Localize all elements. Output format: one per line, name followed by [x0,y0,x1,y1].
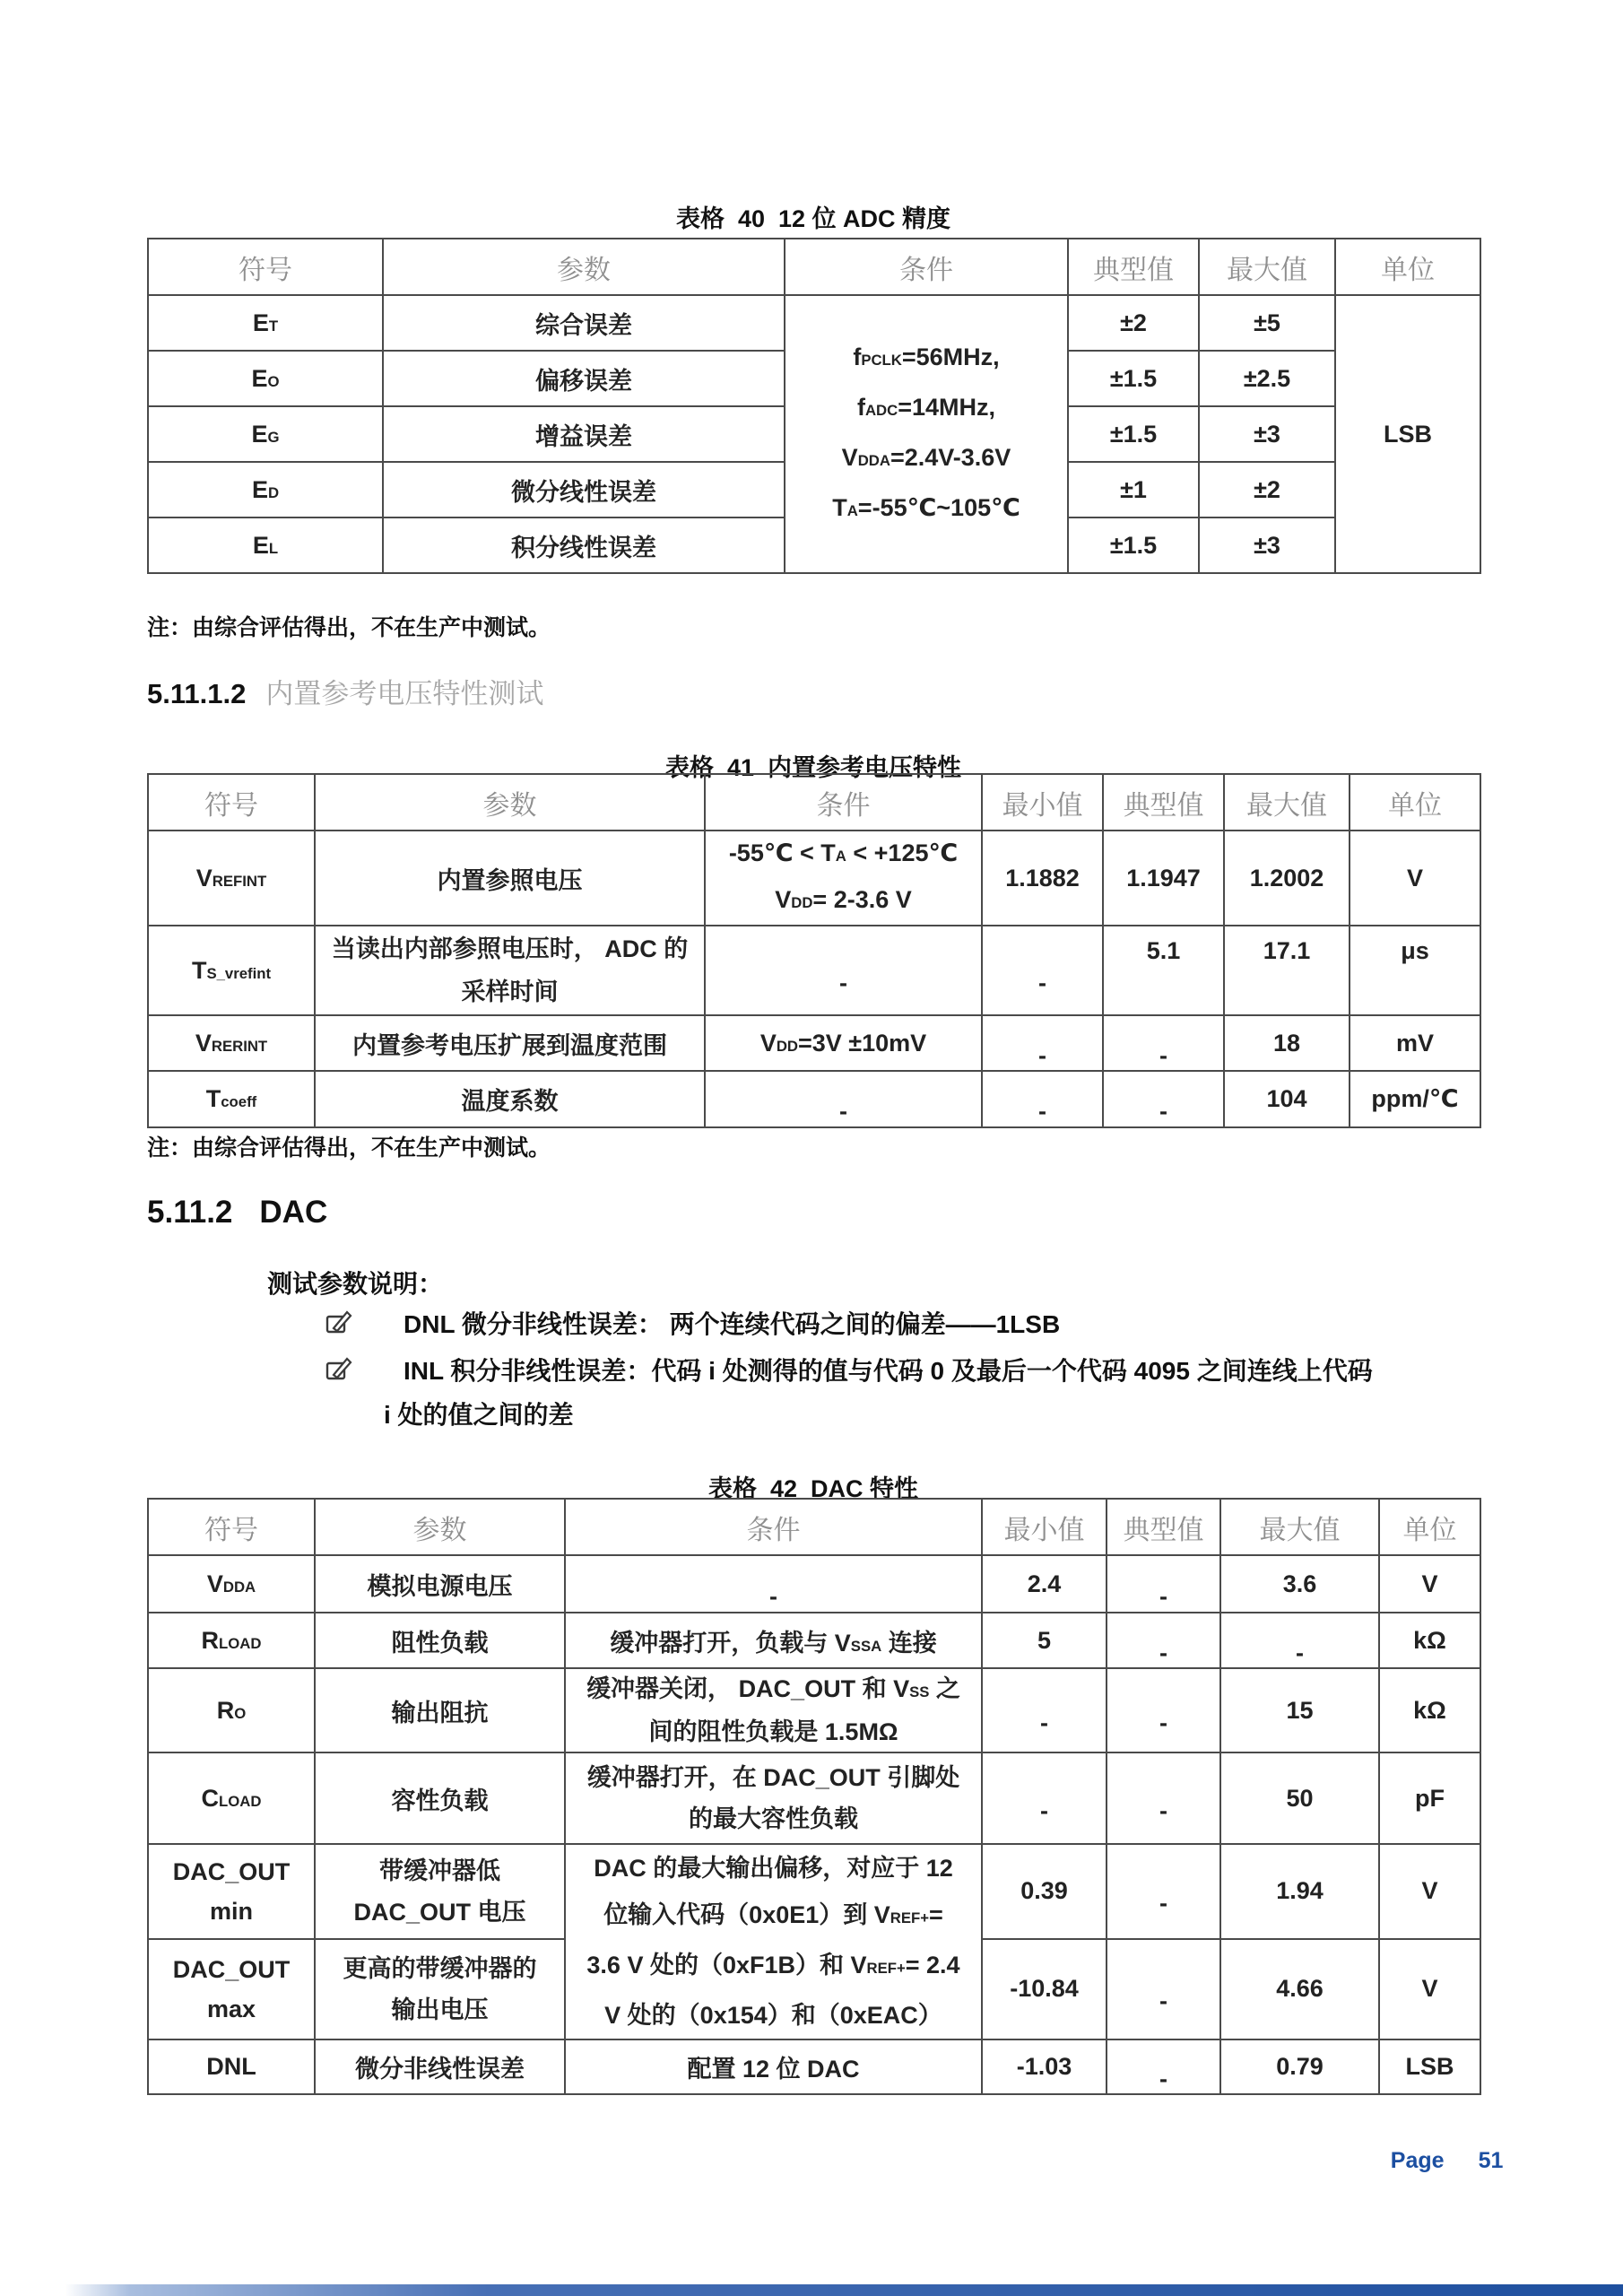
typical-cell: ±1.5 [1068,351,1199,406]
max-cell: ±3 [1199,406,1335,462]
min-cell: -1.03 [982,2039,1107,2094]
max-cell: 18 [1224,1015,1350,1071]
table-row [148,926,1480,1015]
typical-cell: - [1103,1015,1224,1071]
symbol-cell: Tcoeff [148,1071,315,1127]
condition-cell: - [565,1555,982,1613]
condition-cell [785,295,1068,573]
param-cell: 综合误差 [383,295,785,351]
condition-cell [565,1844,982,2039]
max-cell: ±3 [1199,517,1335,573]
header-symbol: 符号 [148,1499,315,1555]
header-param: 参数 [315,774,705,831]
min-cell: - [982,1015,1103,1071]
typical-cell: - [1107,1844,1220,1939]
param-cell: 内置参考电压扩展到温度范围 [315,1015,705,1071]
max-cell: 4.66 [1220,1939,1379,2039]
param-cell [315,926,705,1015]
table41-title: 表格 41 内置参考电压特性 [664,754,962,781]
header-unit: 单位 [1379,1499,1480,1555]
section-number: 5.11.2 [147,1195,233,1230]
section-5-11-1-2 [147,671,543,711]
typical-cell: 1.1947 [1103,831,1224,926]
symbol-lines: DAC_OUT max [172,1955,291,2022]
condition-cell: 缓冲器打开，负载与 VSSA 连接 [565,1613,982,1668]
section-number: 5.11.1.2 [147,678,247,709]
typical-cell: - [1107,1555,1220,1613]
typical-cell: - [1107,1668,1220,1752]
bullet-item [325,1352,1373,1387]
typical-cell: ±1.5 [1068,406,1199,462]
max-cell: ±2.5 [1199,351,1335,406]
min-cell: - [982,926,1103,1015]
unit-cell: V [1350,831,1480,926]
condition-cell [565,1668,982,1752]
min-cell: 0.39 [982,1844,1107,1939]
header-max: 最大值 [1220,1499,1379,1555]
unit-cell: V [1379,1555,1480,1613]
min-cell: - [982,1752,1107,1844]
table-41-vrefint [147,773,1481,1128]
param-cell [315,1844,565,1939]
typical-cell: - [1107,2039,1220,2094]
bullet-text: INL 积分非线性误差：代码 i 处测得的值与代码 0 及最后一个代码 4095 之间连线上代码 [404,1357,1373,1385]
table-40-adc-accuracy [147,238,1481,574]
header-max: 最大值 [1199,239,1335,295]
table-header-row [148,239,1480,295]
dac-intro: 测试参数说明： [267,1270,444,1298]
param-lines: 更高的带缓冲器的 输出电压 [343,1954,537,2023]
typical-cell: - [1103,1071,1224,1127]
symbol-lines: DAC_OUT min [172,1857,291,1925]
table41-note: 注：由综合评估得出，不在生产中测试。 [147,1135,551,1161]
table-row [148,1752,1480,1844]
page-number-footer [1366,2122,1503,2200]
typical-cell: - [1107,1613,1220,1668]
max-cell: ±5 [1199,295,1335,351]
min-cell: - [982,1071,1103,1127]
symbol-cell: ED [148,462,383,517]
bullet-text: DNL 微分非线性误差： 两个连续代码之间的偏差——1LSB [404,1310,1061,1338]
param-cell: 阻性负载 [315,1613,565,1668]
table-row [148,2039,1480,2094]
header-max: 最大值 [1224,774,1350,831]
param-cell: 增益误差 [383,406,785,462]
typical-cell: - [1107,1939,1220,2039]
table42-title: 表格 42 DAC 特性 [707,1475,919,1502]
symbol-cell: CLOAD [148,1752,315,1844]
typical-cell: ±1.5 [1068,517,1199,573]
typical-cell: 5.1 [1103,926,1224,1015]
unit-cell: kΩ [1379,1613,1480,1668]
param-cell: 积分线性误差 [383,517,785,573]
max-cell: 15 [1220,1668,1379,1752]
symbol-cell: RO [148,1668,315,1752]
section-5-11-2 [147,1195,327,1231]
condition-lines: 缓冲器关闭， DAC_OUT 和 VSS 之 间的阻性负载是 1.5MΩ [586,1675,960,1745]
max-cell: 1.94 [1220,1844,1379,1939]
unit-cell: LSB [1379,2039,1480,2094]
unit-cell: ppm/℃ [1350,1071,1480,1127]
max-cell: ±2 [1199,462,1335,517]
symbol-cell: EG [148,406,383,462]
param-cell: 内置参照电压 [315,831,705,926]
condition-cell [705,831,982,926]
max-cell: - [1220,1613,1379,1668]
header-min: 最小值 [982,1499,1107,1555]
condition-cell: VDD=3V ±10mV [705,1015,982,1071]
min-cell: - [982,1668,1107,1752]
bullet-text-continuation: i 处的值之间的差 [384,1401,574,1429]
param-cell: 温度系数 [315,1071,705,1127]
typical-cell: - [1107,1752,1220,1844]
max-cell: 104 [1224,1071,1350,1127]
max-cell: 0.79 [1220,2039,1379,2094]
table40-note: 注：由综合评估得出，不在生产中测试。 [147,615,551,640]
page-label: Page [1390,2148,1445,2173]
symbol-cell: TS_vrefint [148,926,315,1015]
max-cell: 50 [1220,1752,1379,1844]
param-lines: 带缓冲器低 DAC_OUT 电压 [353,1857,526,1926]
condition-cell: 配置 12 位 DAC [565,2039,982,2094]
param-cell [315,1939,565,2039]
bullet-item [325,1305,1060,1341]
param-cell: 微分线性误差 [383,462,785,517]
header-min: 最小值 [982,774,1103,831]
param-cell: 模拟电源电压 [315,1555,565,1613]
page-number: 51 [1478,2148,1504,2173]
unit-cell: μs [1350,926,1480,1015]
header-unit: 单位 [1350,774,1480,831]
section-title: DAC [259,1195,328,1230]
typical-cell: ±2 [1068,295,1199,351]
symbol-cell [148,1844,315,1939]
table-header-row [148,774,1480,831]
table-row [148,1555,1480,1613]
symbol-cell: RLOAD [148,1613,315,1668]
condition-cell: - [705,1071,982,1127]
unit-cell: V [1379,1844,1480,1939]
param-cell: 输出阻抗 [315,1668,565,1752]
symbol-cell: EL [148,517,383,573]
min-cell: 2.4 [982,1555,1107,1613]
table-42-dac-characteristics [147,1498,1481,2095]
unit-cell: LSB [1335,295,1480,573]
header-typical: 典型值 [1068,239,1199,295]
symbol-cell: DNL [148,2039,315,2094]
header-typical: 典型值 [1103,774,1224,831]
table-row [148,1071,1480,1127]
symbol-cell: VDDA [148,1555,315,1613]
header-symbol: 符号 [148,239,383,295]
table-row [148,295,1480,351]
param-cell: 偏移误差 [383,351,785,406]
unit-cell: kΩ [1379,1668,1480,1752]
header-condition: 条件 [565,1499,982,1555]
bottom-accent-bar [0,2284,1623,2296]
table-row [148,1668,1480,1752]
header-condition: 条件 [705,774,982,831]
header-condition: 条件 [785,239,1068,295]
symbol-cell: VRERINT [148,1015,315,1071]
header-typical: 典型值 [1107,1499,1220,1555]
unit-cell: pF [1379,1752,1480,1844]
table-row [148,1844,1480,1939]
min-cell: 5 [982,1613,1107,1668]
header-unit: 单位 [1335,239,1480,295]
header-param: 参数 [315,1499,565,1555]
condition-lines: 缓冲器打开，在 DAC_OUT 引脚处 的最大容性负载 [586,1764,960,1832]
section-title: 内置参考电压特性测试 [265,678,544,709]
symbol-cell: EO [148,351,383,406]
condition-lines: -55℃ < TA < +125℃ VDD= 2-3.6 V [728,839,959,913]
table-row [148,1613,1480,1668]
condition-cell [565,1752,982,1844]
max-cell: 17.1 [1224,926,1350,1015]
condition-lines: DAC 的最大输出偏移，对应于 12 位输入代码（0x0E1）到 VREF+= 3.6 V 处的（0xF1B）和 VREF+= 2.4 V 处的（0x154）和（0xEAC） [586,1855,960,2029]
writing-hand-icon [325,1309,355,1337]
symbol-cell: VREFINT [148,831,315,926]
condition-lines: fPCLK=56MHz, fADC=14MHz, VDDA=2.4V-3.6V TA=-55℃~105℃ [832,344,1020,521]
header-param: 参数 [383,239,785,295]
symbol-cell [148,1939,315,2039]
header-symbol: 符号 [148,774,315,831]
min-cell: -10.84 [982,1939,1107,2039]
param-cell: 容性负载 [315,1752,565,1844]
min-cell: 1.1882 [982,831,1103,926]
unit-cell: mV [1350,1015,1480,1071]
table40-title: 表格 40 12 位 ADC 精度 [675,205,951,232]
param-cell: 微分非线性误差 [315,2039,565,2094]
table-row [148,1015,1480,1071]
typical-cell: ±1 [1068,462,1199,517]
max-cell: 3.6 [1220,1555,1379,1613]
writing-hand-icon [325,1355,355,1384]
max-cell: 1.2002 [1224,831,1350,926]
table-row [148,831,1480,926]
symbol-cell: ET [148,295,383,351]
param-lines: 当读出内部参照电压时， ADC 的 采样时间 [331,935,689,1005]
unit-cell: V [1379,1939,1480,2039]
table-header-row [148,1499,1480,1555]
condition-cell: - [705,926,982,1015]
